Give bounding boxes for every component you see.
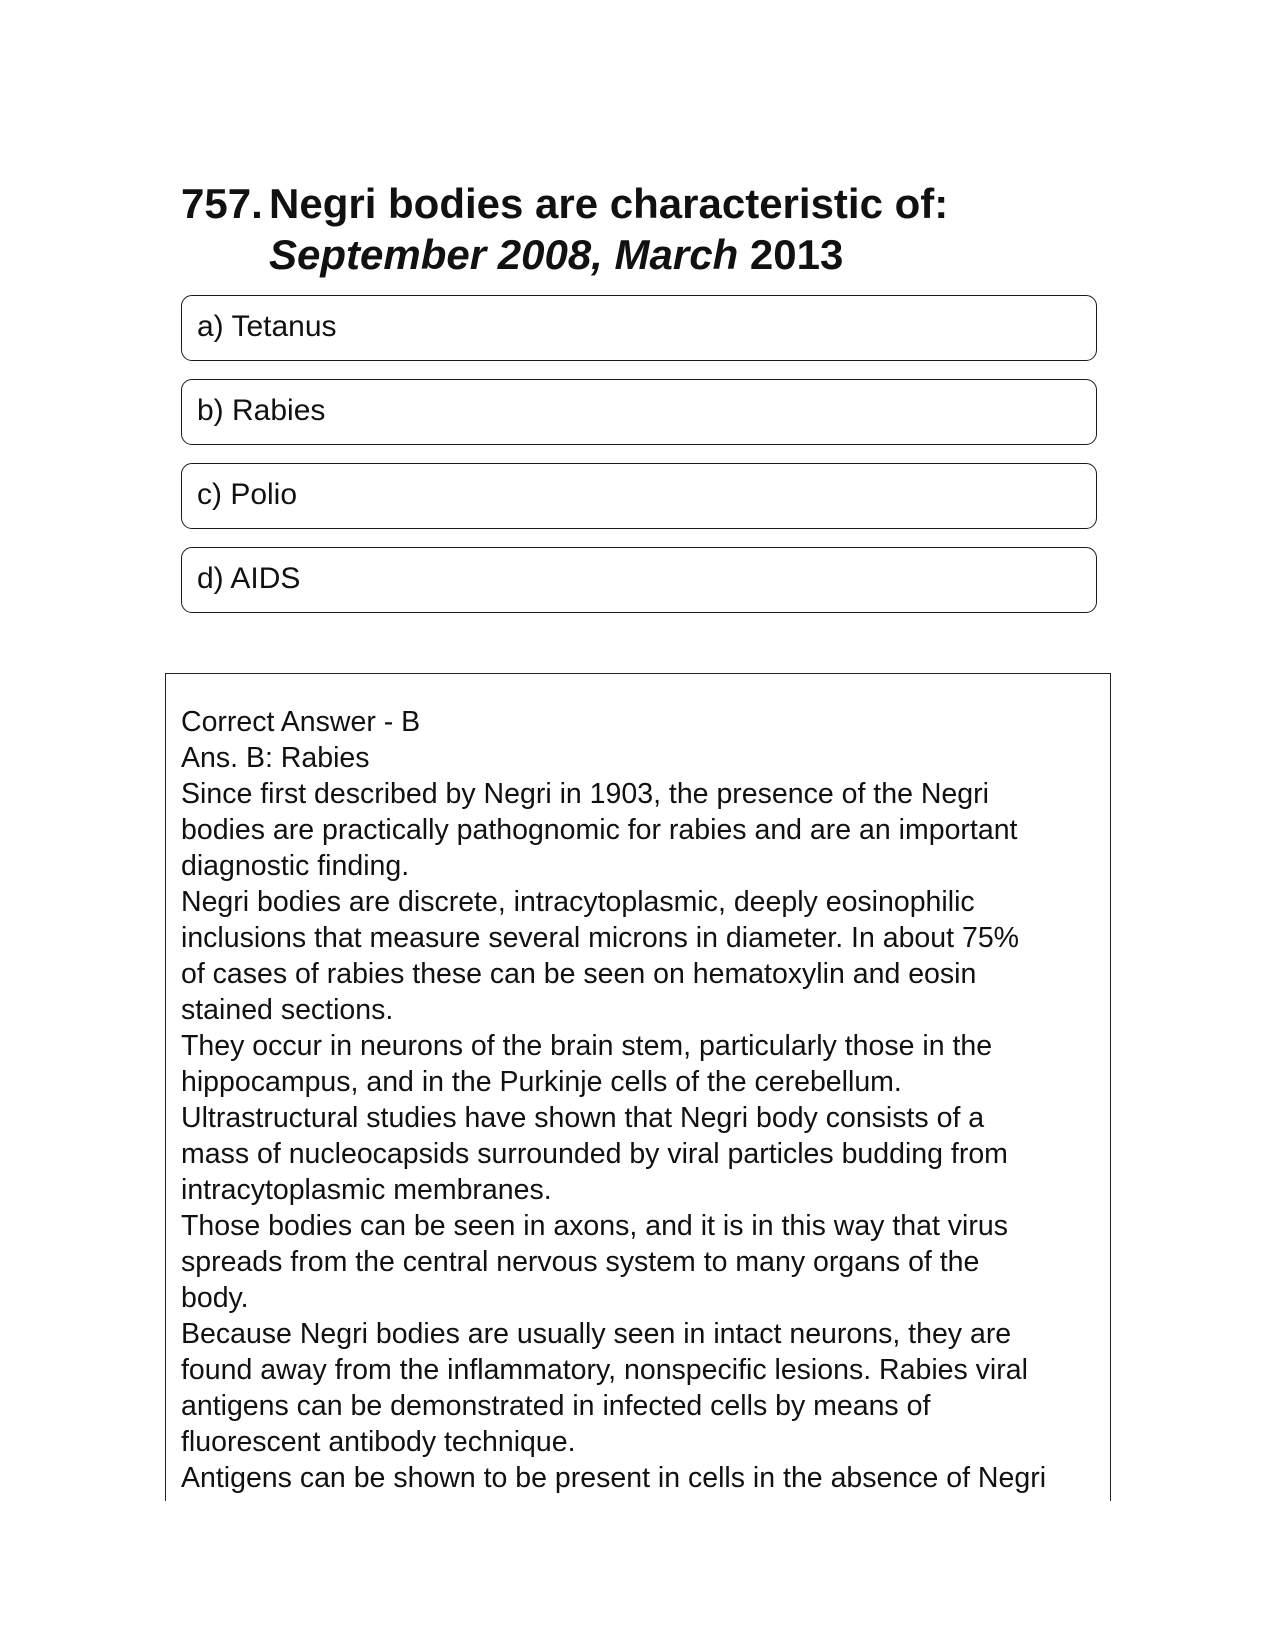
explanation-line: spreads from the central nervous system to many organs of the — [181, 1246, 980, 1278]
option-d[interactable]: d) AIDS — [181, 547, 1097, 613]
explanation-line: bodies are practically pathognomic for rabies and are an important — [181, 814, 1018, 846]
question-heading — [181, 178, 1111, 280]
option-c[interactable]: c) Polio — [181, 463, 1097, 529]
explanation-line: mass of nucleocapsids surrounded by viral particles budding from — [181, 1138, 1008, 1170]
answer-explanation-text — [181, 704, 1096, 1496]
answer-line: Ans. B: Rabies — [181, 742, 370, 774]
explanation-line: Since first described by Negri in 1903, the presence of the Negri — [181, 778, 989, 810]
explanation-line: Those bodies can be seen in axons, and it is in this way that virus — [181, 1210, 1008, 1242]
explanation-line: Antigens can be shown to be present in cells in the absence of Negri — [181, 1462, 1047, 1494]
explanation-line: intracytoplasmic membranes. — [181, 1174, 552, 1206]
explanation-line: found away from the inflammatory, nonspecific lesions. Rabies viral — [181, 1354, 1028, 1386]
explanation-line: Because Negri bodies are usually seen in intact neurons, they are — [181, 1318, 1012, 1350]
question-dates-year: 2013 — [749, 231, 844, 278]
explanation-line: They occur in neurons of the brain stem, particularly those in the — [181, 1030, 993, 1062]
question-text: Negri bodies are characteristic of: — [269, 180, 949, 227]
option-a[interactable]: a) Tetanus — [181, 295, 1097, 361]
explanation-line: hippocampus, and in the Purkinje cells of the cerebellum. — [181, 1066, 902, 1098]
explanation-line: antigens can be demonstrated in infected cells by means of — [181, 1390, 931, 1422]
question-line — [181, 178, 1111, 229]
answer-explanation-box — [165, 673, 1111, 1501]
explanation-line: fluorescent antibody technique. — [181, 1426, 576, 1458]
explanation-line: Ultrastructural studies have shown that Negri body consists of a — [181, 1102, 985, 1134]
question-dates — [181, 229, 1111, 280]
explanation-line: Negri bodies are discrete, intracytoplasmic, deeply eosinophilic — [181, 886, 975, 918]
question-dates-italic: September 2008, March — [269, 231, 739, 278]
explanation-line: diagnostic finding. — [181, 850, 410, 882]
question-number: 757. — [181, 180, 263, 227]
explanation-line: of cases of rabies these can be seen on hematoxylin and eosin — [181, 958, 977, 990]
explanation-line: stained sections. — [181, 994, 394, 1026]
explanation-line: inclusions that measure several microns in diameter. In about 75% — [181, 922, 1020, 954]
explanation-line: body. — [181, 1282, 249, 1314]
correct-answer-line: Correct Answer - B — [181, 706, 421, 738]
option-b[interactable]: b) Rabies — [181, 379, 1097, 445]
